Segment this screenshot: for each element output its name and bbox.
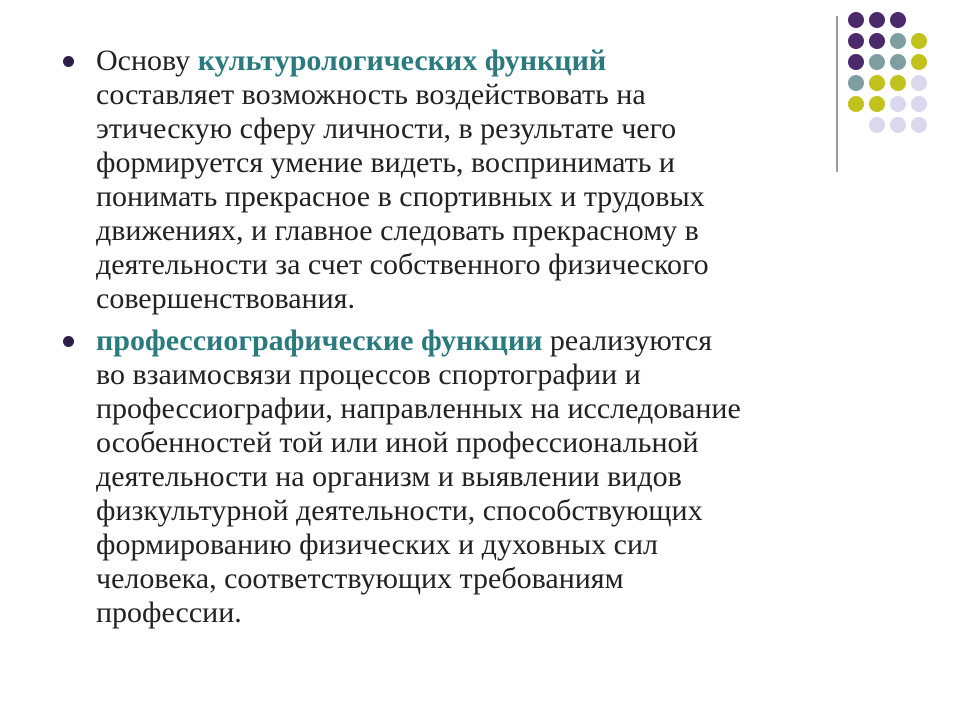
decorative-dot xyxy=(890,12,906,28)
slide-body xyxy=(60,44,910,630)
highlighted-term: профессиографические функции xyxy=(96,324,543,357)
bullet-dot xyxy=(63,56,74,67)
decorative-dot xyxy=(911,75,927,91)
bullet-text xyxy=(96,324,910,630)
decorative-dot xyxy=(911,54,927,70)
bullet-body-text: реализуются во взаимосвязи процессов спортографии и профессиографии, направленных на исследование особенностей той или иной профессиональной деятельности на организм и выявлении видов физкультурной деятельности, способствующих формированию физических и духовных сил человека, соответствующих требованиям профессии. xyxy=(96,324,741,629)
bullet-item-1 xyxy=(60,44,910,316)
decorative-dot xyxy=(911,96,927,112)
decorative-dot xyxy=(911,33,927,49)
bullet-text xyxy=(96,44,910,316)
decorative-dot xyxy=(869,12,885,28)
bullet-item-2 xyxy=(60,324,910,630)
bullet-dot xyxy=(63,336,74,347)
decorative-dot xyxy=(911,117,927,133)
bullet-lead-text: Основу xyxy=(96,44,198,77)
bullet-body-text: составляет возможность воздействовать на этическую сферу личности, в результате чего формируется умение видеть, воспринимать и понимать прекрасное в спортивных и трудовых движениях, и главное следовать прекрасному в деятельности за счет собственного физического совершенствования. xyxy=(96,78,709,315)
decorative-dot xyxy=(848,12,864,28)
highlighted-term: культурологических функций xyxy=(197,44,607,77)
